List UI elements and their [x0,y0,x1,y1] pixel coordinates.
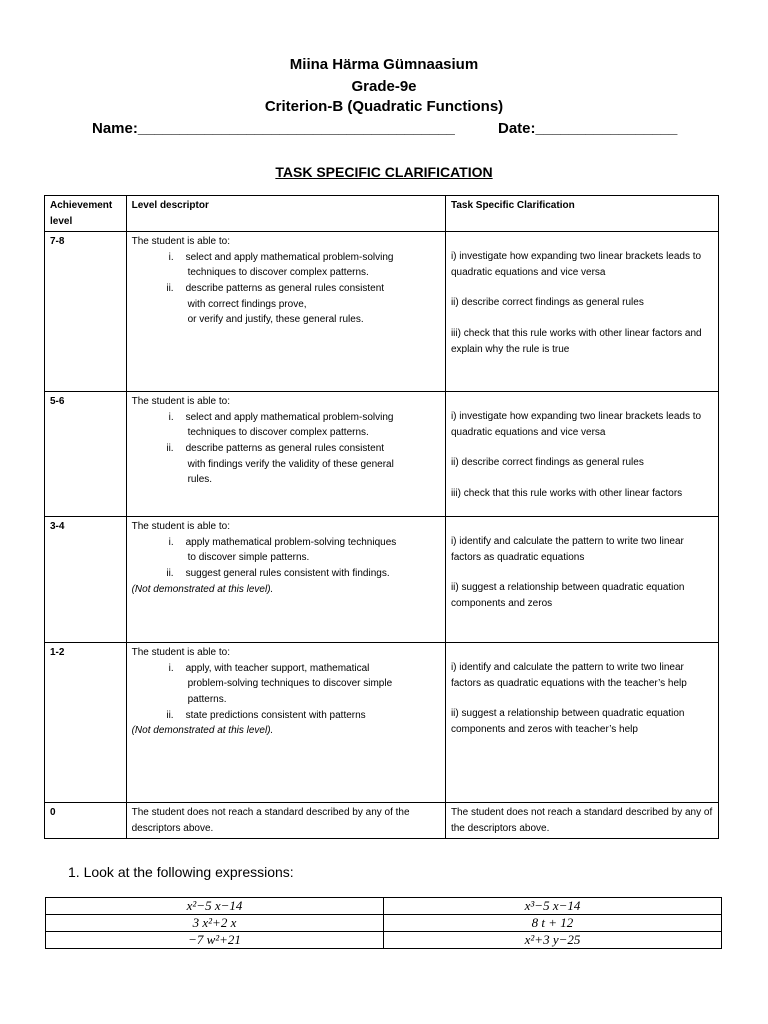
descriptor-intro: The student is able to: [131,647,230,659]
expression-cell: x³−5 x−14 [384,898,722,915]
level-descriptor [126,643,445,803]
task-specific-clarification: The student does not reach a standard described by any of the descriptors above. [445,803,718,839]
descriptor-item-continued: or verify and justify, these general rules. [187,314,364,326]
descriptor-item: ii. suggest general rules consistent with findings. [166,567,390,579]
clarification-point: iii) check that this rule works with other linear factors and explain why the rule is true [450,327,702,355]
descriptor-note: (Not demonstrated at this level). [131,725,274,737]
question-1: 1. Look at the following expressions: [68,864,294,880]
clarification-point: i) investigate how expanding two linear brackets leads to quadratic equations and vice versa [450,411,702,438]
descriptor-intro: The student is able to: [131,236,230,248]
task-specific-clarification [445,517,718,643]
clarification-point: ii) describe correct findings as general rules [450,457,644,469]
expression-cell: x²+3 y−25 [384,932,722,949]
achievement-level: 0 [45,803,127,839]
descriptor-item: i. apply, with teacher support, mathematical [168,662,370,674]
rubric-row [45,517,719,643]
descriptor-item-continued: patterns. [187,693,227,705]
clarification-point: ii) suggest a relationship between quadratic equation components and zeros with teacher’s help [450,708,685,735]
rubric-row [45,232,719,392]
level-descriptor: The student does not reach a standard described by any of the descriptors above. [126,803,445,839]
grade: Grade-9e [351,78,417,95]
expression-cell: 3 x²+2 x [46,915,384,932]
descriptor-item-continued: with correct findings prove, [187,298,307,310]
rubric-table [44,195,719,839]
achievement-level: 1-2 [45,643,127,803]
descriptor-intro: The student is able to: [131,396,230,408]
descriptor-item-continued: with findings verify the validity of these general [187,458,394,470]
rubric-row [45,803,719,839]
expression-cell: 8 t + 12 [384,915,722,932]
level-descriptor [126,392,445,517]
table-row [46,915,722,932]
school-name: Miina Härma Gümnaasium [289,56,479,73]
descriptor-intro: The student is able to: [131,521,230,533]
descriptor-item-continued: rules. [187,474,213,486]
rubric-row [45,392,719,517]
task-specific-clarification [445,643,718,803]
achievement-level: 3-4 [45,517,127,643]
achievement-level: 7-8 [45,232,127,392]
expressions-table [45,897,722,949]
expression-cell: −7 w²+21 [46,932,384,949]
expression-cell: x²−5 x−14 [46,898,384,915]
criterion-title: Criterion-B (Quadratic Functions) [264,98,504,115]
rubric-header-row [45,196,719,232]
task-specific-clarification [445,392,718,517]
name-line: Name:______________________________________ [92,120,455,137]
descriptor-item: ii. describe patterns as general rules consistent [166,282,385,294]
clarification-point: i) identify and calculate the pattern to write two linear factors as quadratic equations [450,536,684,563]
date-line: Date:_________________ [498,120,678,137]
descriptor-item-continued: techniques to discover complex patterns. [187,267,369,279]
descriptor-item: i. apply mathematical problem-solving techniques [168,536,397,548]
descriptor-note: (Not demonstrated at this level). [131,583,274,595]
clarification-point: iii) check that this rule works with other linear factors [450,487,683,499]
header-task-specific: Task Specific Clarification [445,196,718,232]
descriptor-item-continued: problem-solving techniques to discover simple [187,678,393,690]
section-title: TASK SPECIFIC CLARIFICATION [275,164,493,180]
clarification-point: i) identify and calculate the pattern to write two linear factors as quadratic equations with the teacher’s help [450,662,687,689]
header-level-descriptor: Level descriptor [126,196,445,232]
level-descriptor [126,232,445,392]
header-achievement-level: Achievement level [45,196,127,232]
clarification-point: ii) suggest a relationship between quadratic equation components and zeros [450,582,685,609]
table-row [46,932,722,949]
descriptor-item: i. select and apply mathematical problem-solving [168,411,394,423]
clarification-point: i) investigate how expanding two linear brackets leads to quadratic equations and vice versa [450,251,702,278]
task-specific-clarification [445,232,718,392]
rubric-row [45,643,719,803]
level-descriptor [126,517,445,643]
clarification-point: ii) describe correct findings as general rules [450,297,644,309]
achievement-level: 5-6 [45,392,127,517]
descriptor-item-continued: to discover simple patterns. [187,552,310,564]
descriptor-item: i. select and apply mathematical problem-solving [168,251,394,263]
table-row [46,898,722,915]
descriptor-item: ii. describe patterns as general rules consistent [166,442,385,454]
descriptor-item: ii. state predictions consistent with patterns [166,709,366,721]
descriptor-item-continued: techniques to discover complex patterns. [187,427,369,439]
